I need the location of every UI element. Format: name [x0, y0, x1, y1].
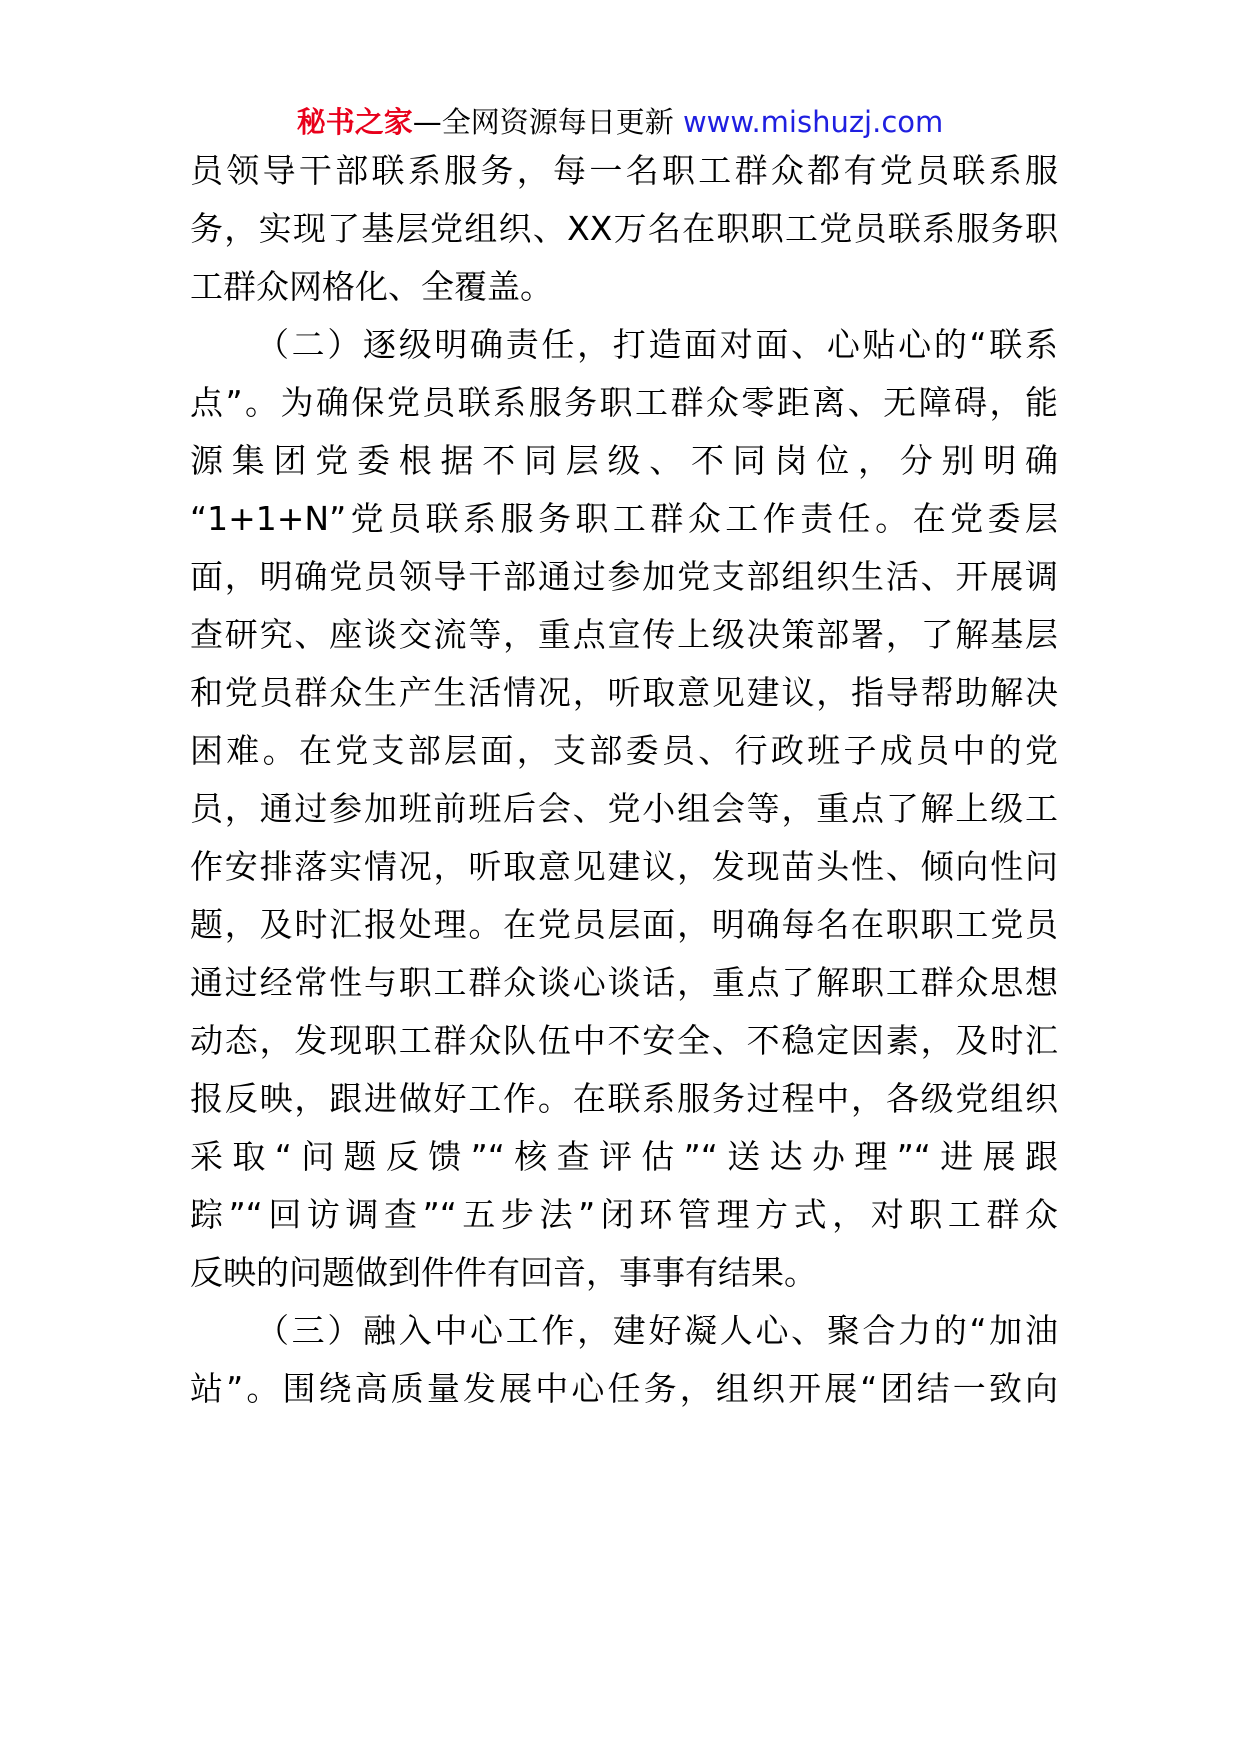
paragraph-heading-line: （二）逐级明确责任，打造面对面、心贴心的“联系 — [256, 325, 1058, 364]
paragraph-heading-line: （三）融入中心工作，建好凝人心、聚合力的“加油 — [256, 1311, 1058, 1350]
header-slogan: —全网资源每日更新 — [412, 105, 683, 139]
header-url-link[interactable]: www.mishuzj.com — [682, 105, 944, 139]
text-line: “1+1+N”党员联系服务职工群众工作责任。在党委层 — [190, 499, 1058, 538]
text-line: 动态，发现职工群众队伍中不安全、不稳定因素，及时汇 — [190, 1021, 1058, 1060]
header-brand: 秘书之家 — [296, 105, 413, 139]
text-line: 务，实现了基层党组织、XX万名在职职工党员联系服务职 — [190, 209, 1058, 248]
text-line: 面，明确党员领导干部通过参加党支部组织生活、开展调 — [190, 557, 1058, 596]
text-line: 工群众网格化、全覆盖。 — [190, 267, 553, 306]
text-line: 踪”“回访调查”“五步法”闭环管理方式，对职工群众 — [190, 1195, 1058, 1234]
text-line: 点”。为确保党员联系服务职工群众零距离、无障碍，能 — [190, 383, 1058, 422]
text-line: 作安排落实情况，听取意见建议，发现苗头性、倾向性问 — [190, 847, 1058, 886]
text-line: 员领导干部联系服务，每一名职工群众都有党员联系服 — [190, 151, 1058, 190]
text-line: 题，及时汇报处理。在党员层面，明确每名在职职工党员 — [190, 905, 1058, 944]
text-line: 采取“问题反馈”“核查评估”“送达办理”“进展跟 — [190, 1137, 1058, 1176]
text-line: 站”。围绕高质量发展中心任务，组织开展“团结一致向 — [190, 1369, 1058, 1408]
text-line: 通过经常性与职工群众谈心谈话，重点了解职工群众思想 — [190, 963, 1058, 1002]
text-line: 员，通过参加班前班后会、党小组会等，重点了解上级工 — [190, 789, 1058, 828]
text-line: 查研究、座谈交流等，重点宣传上级决策部署，了解基层 — [190, 615, 1058, 654]
text-line: 反映的问题做到件件有回音，事事有结果。 — [190, 1253, 817, 1292]
text-line: 和党员群众生产生活情况，听取意见建议，指导帮助解决 — [190, 673, 1058, 712]
text-line: 报反映，跟进做好工作。在联系服务过程中，各级党组织 — [190, 1079, 1058, 1118]
text-line: 困难。在党支部层面，支部委员、行政班子成员中的党 — [190, 731, 1058, 770]
site-header — [0, 100, 1240, 144]
text-line: 源集团党委根据不同层级、不同岗位，分别明确 — [190, 441, 1058, 480]
